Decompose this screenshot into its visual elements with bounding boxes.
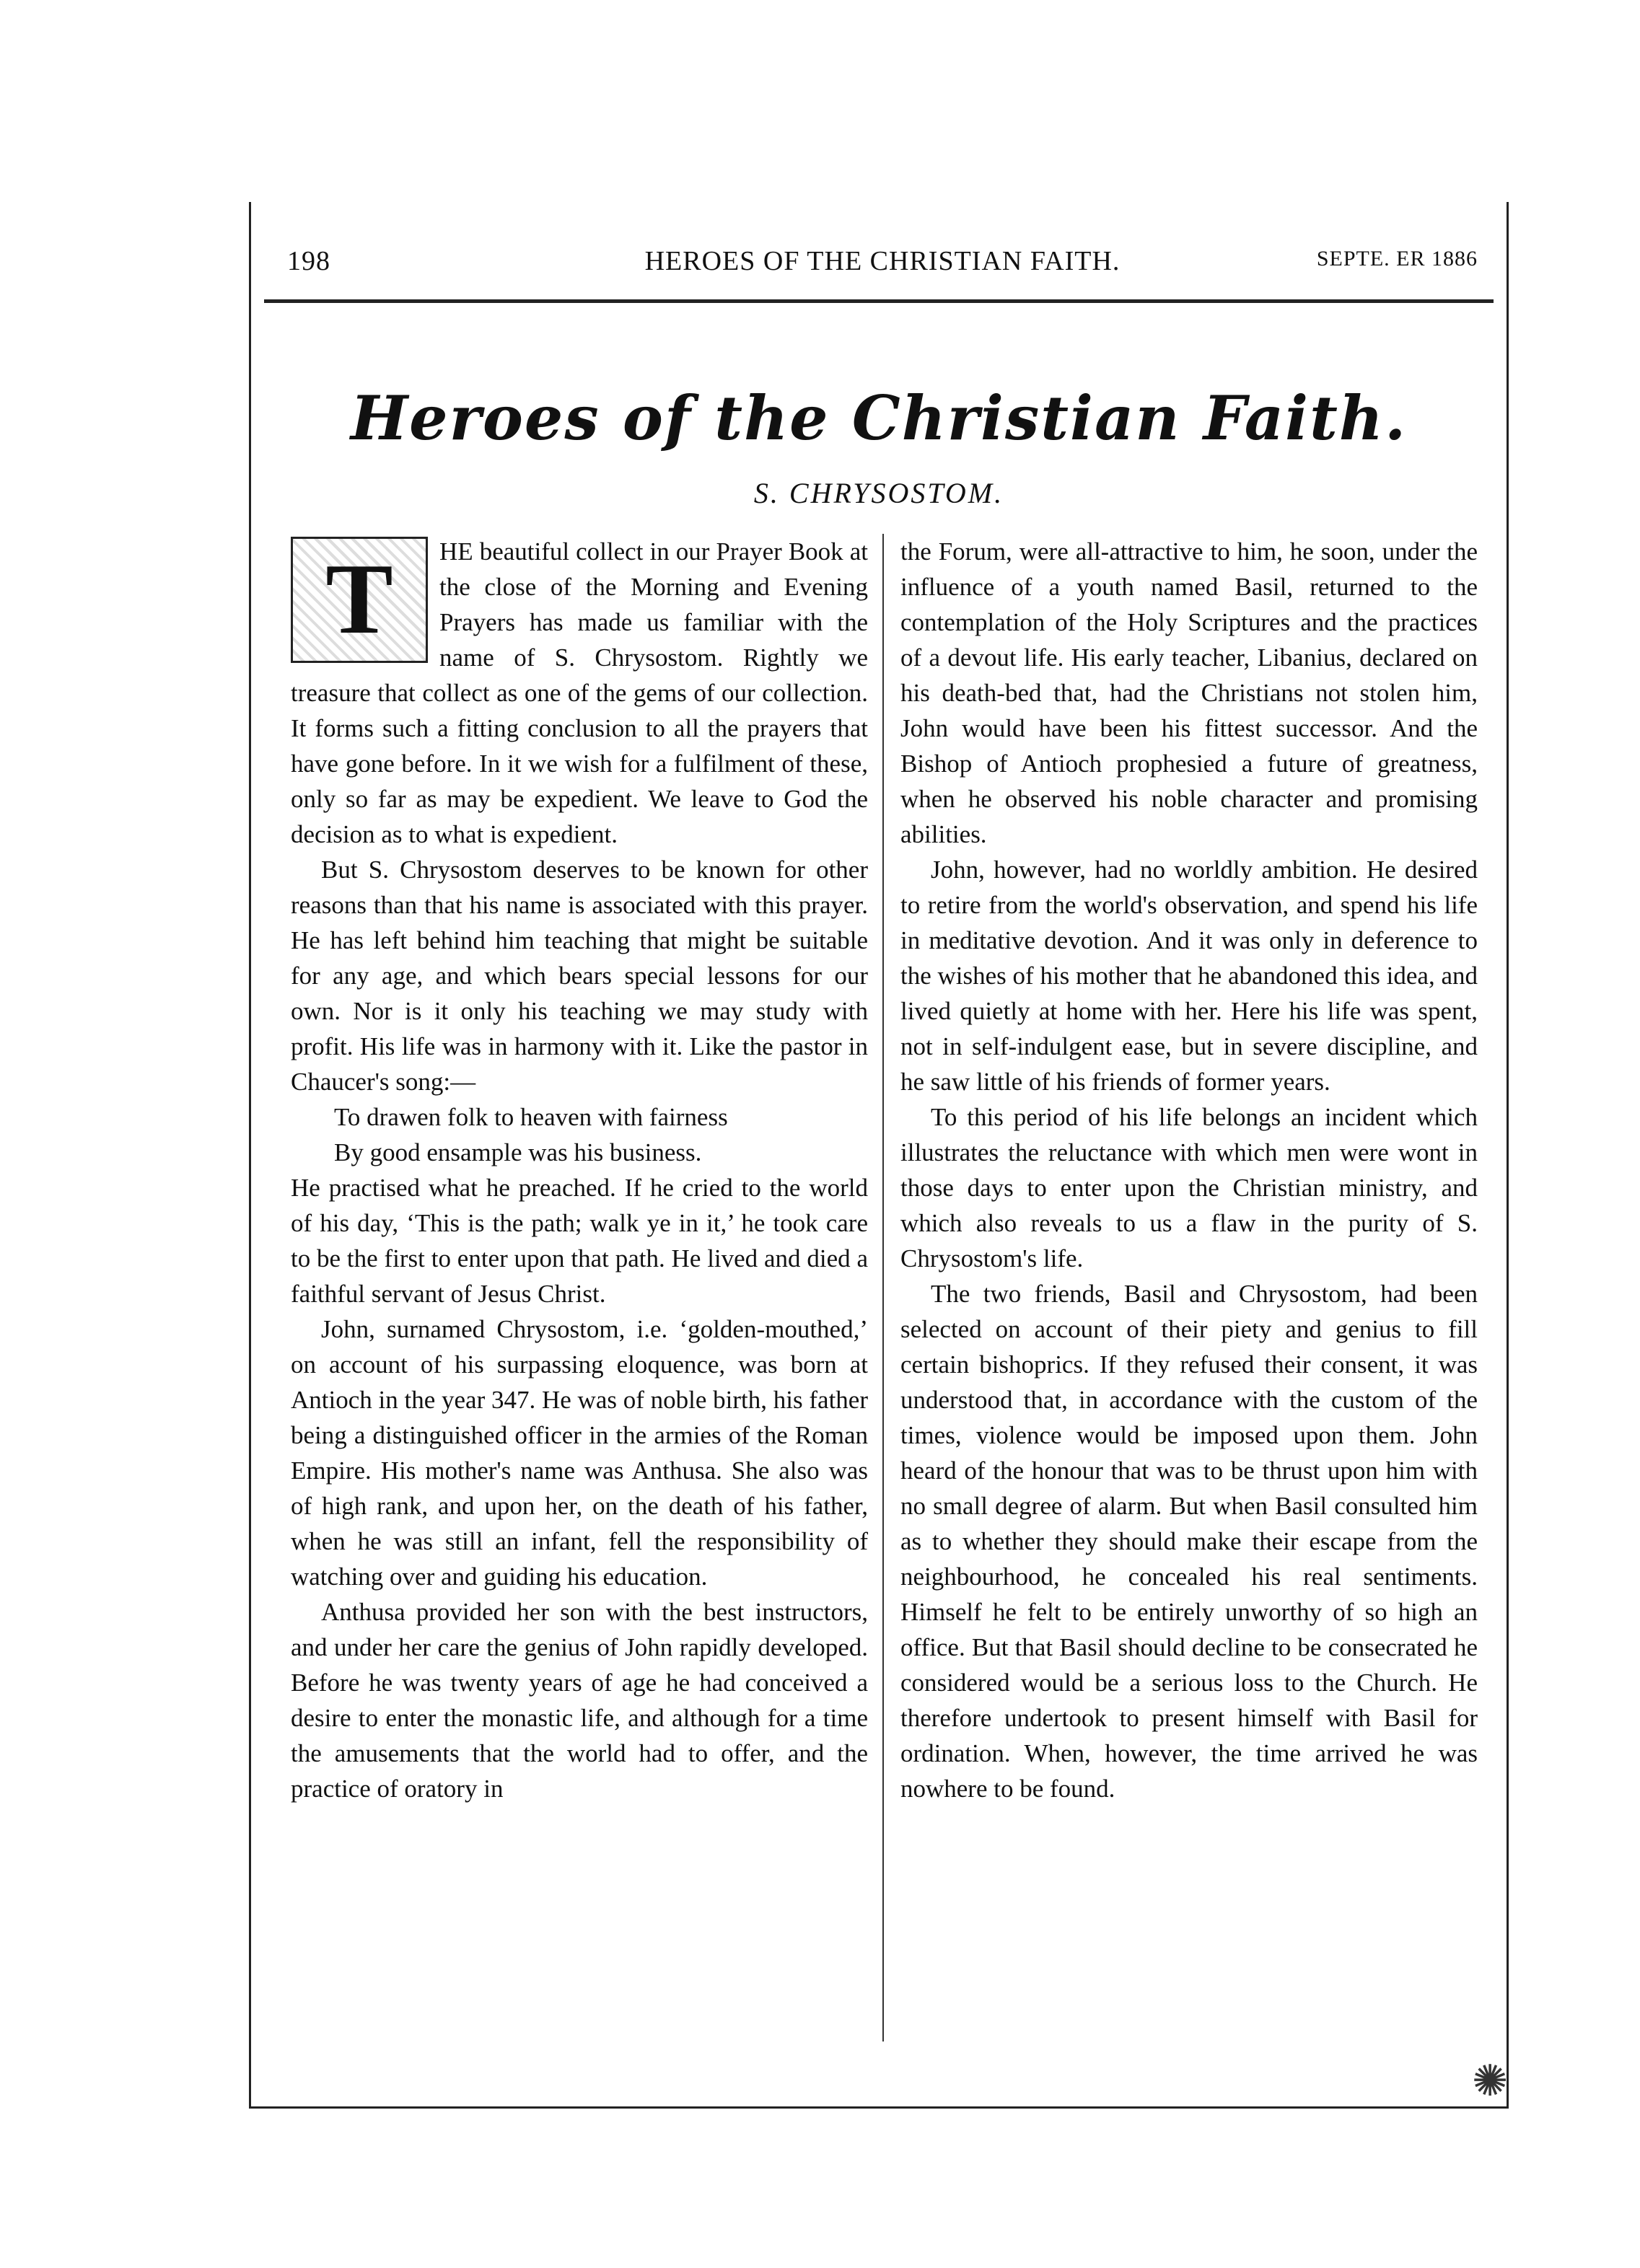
paragraph: T HE beautiful collect in our Prayer Book at the close of the Morning and Evening Prayers has made us familiar with the name of S. Chrysostom. Rightly we treasure that collect as one of the gems of our collection. It forms such a fitting conclusion to all the prayers that have gone before. In it we wish for a fulfilment of these, only so far as may be expedient. We leave to God the decision as to what is expedient. — [291, 537, 868, 848]
paragraph: John, however, had no worldly ambition. He desired to retire from the world's observation, and spend his life in meditative devotion. And it was only in deference to the wishes of his mother that he abandoned this idea, and lived quietly at home with her. Here his life was spent, not in self-indulgent ease, but in severe discipline, and he saw little of his friends of former years. — [900, 856, 1478, 1096]
left-column — [291, 534, 868, 1806]
running-title: HEROES OF THE CHRISTIAN FAITH. — [644, 246, 1121, 276]
paragraph: Anthusa provided her son with the best instructors, and under her care the genius of John rapidly developed. Before he was twenty years of age he had conceived a desire to enter the monastic life, and although for a time the amusements that the world had to offer, and the practice of oratory in — [291, 1598, 868, 1803]
paragraph: But S. Chrysostom deserves to be known for other reasons than that his name is associated with this prayer. He has left behind him teaching that might be suitable for any age, and which bears special lessons for our own. Nor is it only his teaching we may study with profit. His life was in harmony with it. Like the pastor in Chaucer's song:— — [291, 856, 868, 1096]
paragraph: He practised what he preached. If he cried to the world of his day, ‘This is the path; walk ye in it,’ he took care to be the first to enter upon that path. He lived and died a faithful servant of Jesus Christ. — [291, 1174, 868, 1308]
ink-blot: ✺ — [1472, 2057, 1509, 2105]
article-subtitle: S. CHRYSOSTOM. — [753, 477, 1004, 509]
paragraph: The two friends, Basil and Chrysostom, had been selected on account of their piety and genius to fill certain bishoprics. If they refused their consent, it was understood that, in accordance with the custom of the times, violence would be imposed upon them. John heard of the honour that was to be thrust upon him with no small degree of alarm. But when Basil consulted him as to whether they should make their escape from the neighbourhood, he concealed his real sentiments. Himself he felt to be entirely unworthy of so high an office. But that Basil should decline to be consecrated he considered would be a serious loss to the Church. He therefore undertook to present himself with Basil for ordination. When, however, the time arrived he was nowhere to be found. — [900, 1280, 1478, 1803]
paragraph: John, surnamed Chrysostom, i.e. ‘golden-mouthed,’ on account of his surpassing eloquence, was born at Antioch in the year 347. He was of noble birth, his father being a distinguished officer in the armies of the Roman Empire. His mother's name was Anthusa. She also was of high rank, and upon her, on the death of his father, when he was still an infant, fell the responsibility of watching over and guiding his education. — [291, 1315, 868, 1591]
verse-line: By good ensample was his business. — [334, 1138, 702, 1166]
issue-date: SEPTE. ER 1886 — [1316, 247, 1478, 271]
paragraph: To this period of his life belongs an incident which illustrates the reluctance with which men were wont in those days to enter upon the Christian ministry, and which also reveals to us a flaw in the purity of S. Chrysostom's life. — [900, 1103, 1478, 1273]
dropcap-initial: T — [291, 537, 428, 663]
verse-line: To drawen folk to heaven with fairness — [334, 1103, 728, 1131]
article-title: Heroes of the Christian Faith. — [350, 382, 1408, 454]
running-head — [287, 245, 1478, 289]
page-frame — [249, 202, 1509, 2109]
right-column — [900, 534, 1478, 1806]
page-number: 198 — [287, 246, 330, 276]
paragraph: the Forum, were all-attractive to him, he soon, under the influence of a youth named Basil, returned to the contemplation of the Holy Scriptures and the practices of a devout life. His early teacher, Libanius, declared on his death-bed that, had the Christians not stolen him, John would have been his fittest successor. And the Bishop of Antioch prophesied a future of greatness, when he observed his noble character and promising abilities. — [900, 537, 1478, 848]
header-rule — [264, 299, 1494, 303]
column-divider — [882, 534, 884, 2041]
